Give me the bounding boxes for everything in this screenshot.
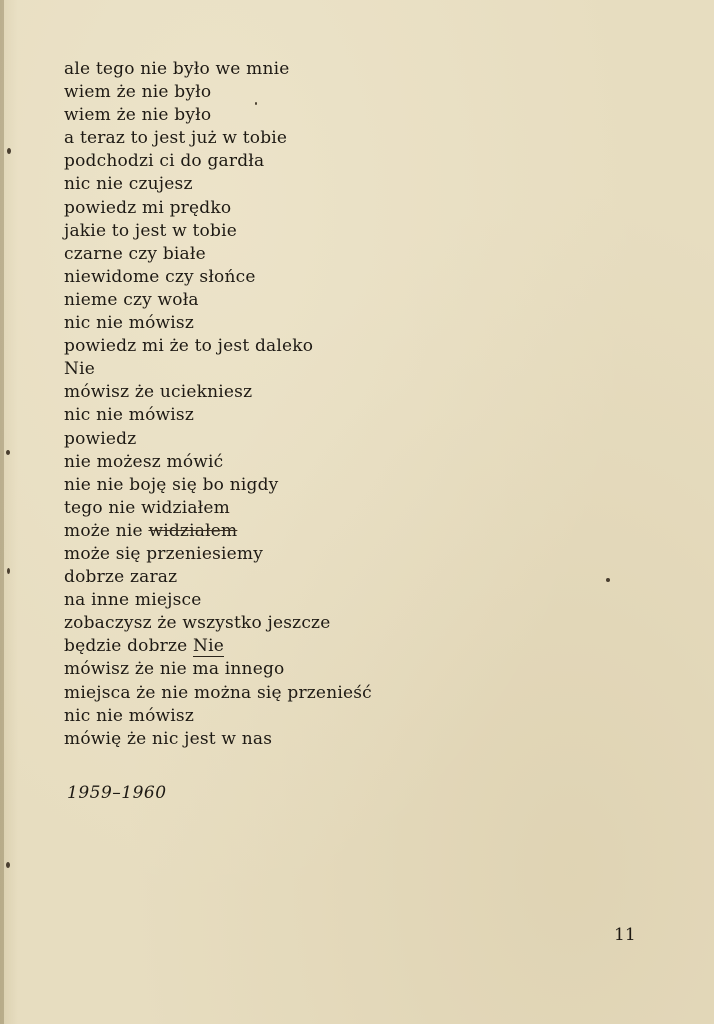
- poem-line: dobrze zaraz: [64, 567, 178, 588]
- poem-line-text: może nie: [64, 520, 143, 541]
- ink-speck: [6, 450, 10, 455]
- poem-line: podchodzi ci do gardła: [64, 151, 265, 172]
- poem-text: [64, 58, 464, 751]
- ink-speck: [7, 568, 10, 574]
- ink-speck: [606, 578, 610, 582]
- poem-line: ale tego nie było we mnie: [64, 59, 290, 79]
- poem-line: nic nie mówisz: [64, 705, 194, 726]
- poem-line: zobaczysz że wszystko jeszcze: [64, 613, 331, 634]
- poem-line: nic nie czujesz: [64, 174, 193, 195]
- page-edge: [0, 0, 4, 1024]
- poem-line: mówię że nic jest w nas: [64, 728, 273, 749]
- underlined-word: Nie: [193, 636, 225, 657]
- poem-line: mówisz że nie ma innego: [64, 659, 285, 680]
- poem-line-text: będzie dobrze: [64, 636, 188, 657]
- poem-line: na inne miejsce: [64, 590, 202, 611]
- poem-line: tego nie widziałem: [64, 497, 230, 518]
- ink-speck: [6, 862, 10, 868]
- poem-line: nic nie mówisz: [64, 313, 194, 334]
- poem-line: [64, 635, 464, 658]
- poem-line: nic nie mówisz: [64, 405, 194, 426]
- poem-line: powiedz mi prędko: [64, 197, 232, 218]
- poem-line: może się przeniesiemy: [64, 543, 264, 564]
- poem-line: jakie to jest w tobie: [64, 220, 237, 241]
- poem-line: wiem że nie było: [64, 105, 212, 126]
- poem-line: nieme czy woła: [64, 289, 199, 310]
- poem-line: a teraz to jest już w tobie: [64, 128, 288, 149]
- poem-line: Nie: [64, 359, 95, 380]
- poem-line: nie nie boję się bo nigdy: [64, 474, 279, 495]
- poem-line: [64, 520, 464, 543]
- poem-line: wiem że nie było: [64, 82, 212, 103]
- poem-line: powiedz mi że to jest daleko: [64, 336, 314, 357]
- poem-line: powiedz: [64, 428, 137, 449]
- poem-line: mówisz że uciekniesz: [64, 382, 253, 403]
- ink-speck: [255, 102, 257, 105]
- page-number: 11: [614, 925, 636, 945]
- poem-line: czarne czy białe: [64, 243, 206, 264]
- poem-line: miejsca że nie można się przenieść: [64, 682, 372, 703]
- struck-word: widziałem: [148, 520, 238, 541]
- poem-line: nie możesz mówić: [64, 451, 224, 472]
- poem-line: niewidome czy słońce: [64, 266, 256, 287]
- ink-speck: [7, 148, 11, 154]
- poem-date: 1959–1960: [67, 783, 167, 803]
